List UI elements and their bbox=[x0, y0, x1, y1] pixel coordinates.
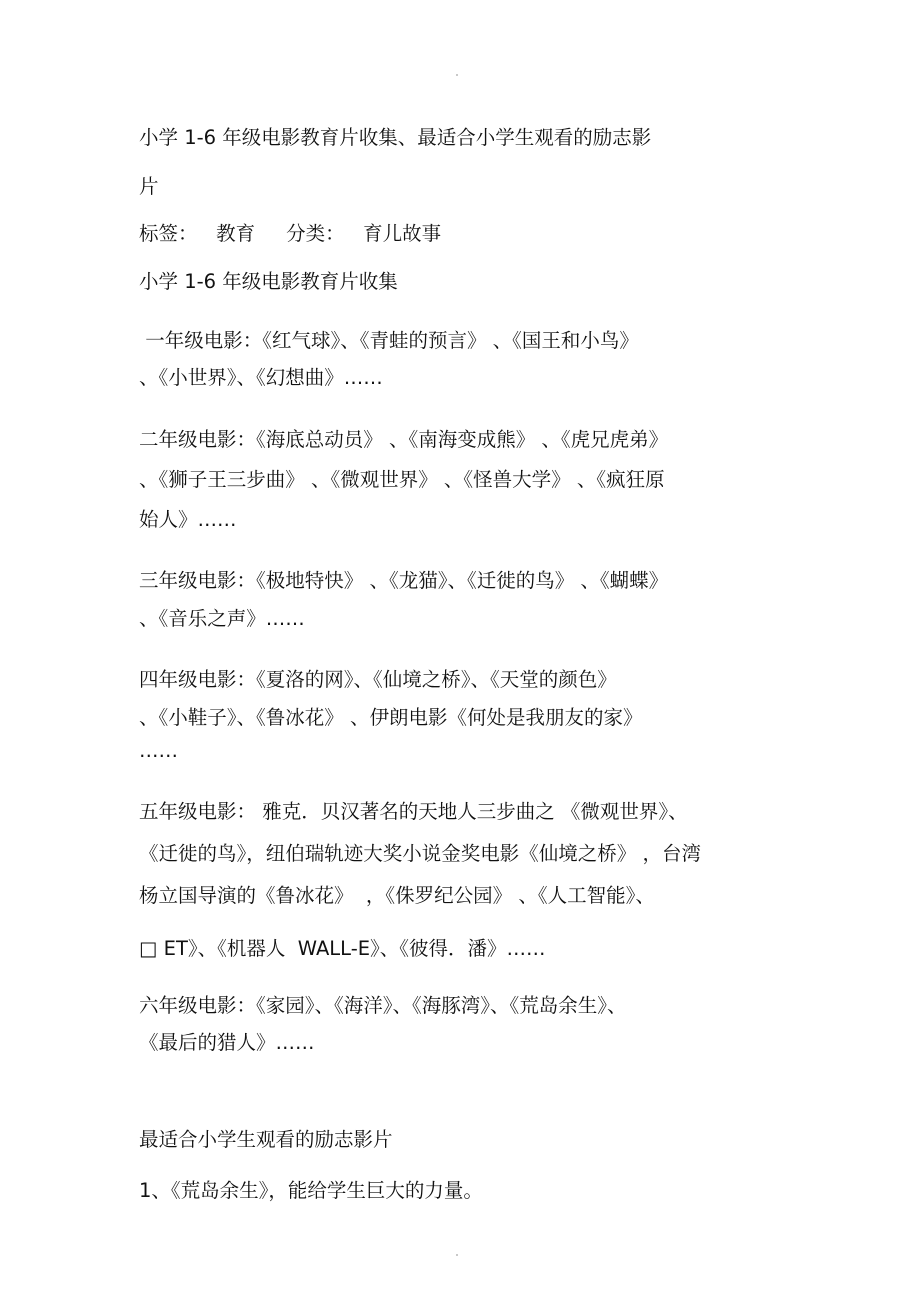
grade3-line-2: 、《音乐之声》…… bbox=[139, 607, 305, 630]
grade1-line-1: 一年级电影：《红气球》、《青蛙的预言》 、《国王和小鸟》 bbox=[139, 329, 639, 352]
doc-title-line-2: 片 bbox=[139, 175, 159, 198]
grade2-line-3: 始人》…… bbox=[139, 508, 237, 531]
grade2-line-2: 、《狮子王三步曲》 、《微观世界》 、《怪兽大学》 、《疯狂原 bbox=[139, 468, 665, 491]
grade5-line-1: 五年级电影： 雅克．贝汉著名的天地人三步曲之 《微观世界》、 bbox=[139, 800, 688, 823]
grade5-line-3: 杨立国导演的《鲁冰花》 ，《侏罗纪公园》 、《人工智能》、 bbox=[139, 884, 655, 907]
grade6-line-2: 《最后的猎人》…… bbox=[139, 1031, 315, 1054]
section-heading-grades: 小学 1-6 年级电影教育片收集 bbox=[139, 270, 398, 293]
grade4-line-2: 、《小鞋子》、《鲁冰花》 、伊朗电影《何处是我朋友的家》 bbox=[139, 706, 643, 729]
grade6-line-1: 六年级电影：《家园》、《海洋》、《海豚湾》、《荒岛余生》、 bbox=[139, 994, 627, 1017]
section-heading-inspirational: 最适合小学生观看的励志影片 bbox=[139, 1128, 393, 1151]
tags-line: 标签： 教育 分类： 育儿故事 bbox=[139, 222, 442, 245]
list-item-1: 1、《荒岛余生》，能给学生巨大的力量。 bbox=[139, 1179, 483, 1202]
doc-title-line-1: 小学 1-6 年级电影教育片收集、最适合小学生观看的励志影 bbox=[139, 126, 652, 149]
grade5-line-4: □ ET》、《机器人 WALL-E》、《彼得．潘》…… bbox=[139, 937, 546, 960]
bottom-page-marker bbox=[456, 1254, 458, 1256]
grade4-line-1: 四年级电影：《夏洛的网》、《仙境之桥》、《天堂的颜色》 bbox=[139, 668, 617, 691]
grade1-line-2: 、《小世界》、《幻想曲》…… bbox=[139, 366, 383, 389]
grade5-line-2: 《迁徙的鸟》，纽伯瑞轨迹大奖小说金奖电影《仙境之桥》 ，台湾 bbox=[139, 842, 701, 865]
top-page-marker bbox=[456, 74, 458, 76]
grade3-line-1: 三年级电影：《极地特快》 、《龙猫》、《迁徙的鸟》 、《蝴蝶》 bbox=[139, 569, 669, 592]
grade2-line-1: 二年级电影：《海底总动员》 、《南海变成熊》 、《虎兄虎弟》 bbox=[139, 428, 669, 451]
grade4-line-3: …… bbox=[139, 739, 178, 762]
